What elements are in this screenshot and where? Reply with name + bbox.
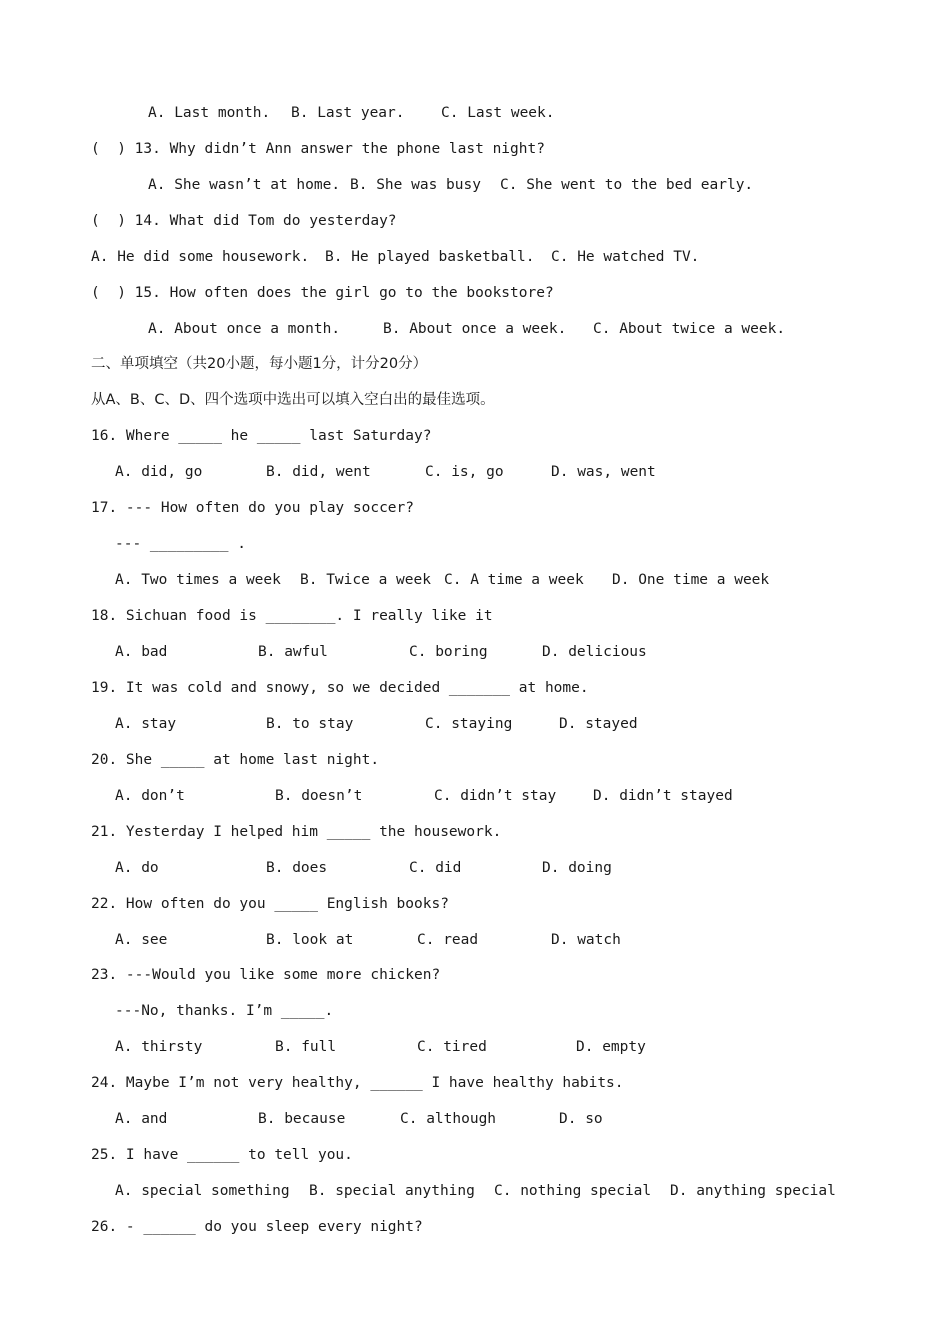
option-c: C. did	[409, 860, 462, 876]
option-d: D. doing	[542, 860, 612, 876]
option-b: B. She was busy	[350, 177, 481, 193]
option-a: A. He did some housework.	[91, 249, 310, 265]
option-a: A. thirsty	[115, 1039, 203, 1055]
question-24-stem: 24. Maybe I’m not very healthy, ______ I have healthy habits.	[91, 1075, 624, 1091]
option-d: D. anything special	[670, 1183, 836, 1199]
option-c: C. nothing special	[494, 1183, 652, 1199]
section-2-instruction: 从A、B、C、D、四个选项中选出可以填入空白出的最佳选项。	[91, 392, 495, 408]
option-d: D. stayed	[559, 716, 638, 732]
option-a: A. don’t	[115, 788, 185, 804]
option-b: B. to stay	[266, 716, 354, 732]
option-a: A. Last month.	[148, 105, 271, 121]
option-c: C. He watched TV.	[551, 249, 700, 265]
option-b: B. About once a week.	[383, 321, 567, 337]
option-b: B. because	[258, 1111, 346, 1127]
option-b: B. did, went	[266, 464, 371, 480]
option-a: A. About once a month.	[148, 321, 341, 337]
question-22-stem: 22. How often do you _____ English books?	[91, 896, 449, 912]
question-25-stem: 25. I have ______ to tell you.	[91, 1147, 353, 1163]
option-a: A. stay	[115, 716, 177, 732]
option-c: C. although	[400, 1111, 497, 1127]
question-14-stem: ( ) 14. What did Tom do yesterday?	[91, 213, 397, 229]
option-d: D. was, went	[551, 464, 656, 480]
question-17-answer-line: --- _________ .	[115, 536, 246, 552]
option-a: A. bad	[115, 644, 168, 660]
question-23-answer-line: ---No, thanks. I’m _____.	[115, 1003, 334, 1019]
option-b: B. Last year.	[291, 105, 405, 121]
option-a: A. see	[115, 932, 168, 948]
option-a: A. did, go	[115, 464, 203, 480]
option-b: B. look at	[266, 932, 354, 948]
option-c: C. staying	[425, 716, 513, 732]
option-c: C. tired	[417, 1039, 487, 1055]
option-b: B. doesn’t	[275, 788, 363, 804]
option-b: B. does	[266, 860, 328, 876]
question-23-stem: 23. ---Would you like some more chicken?	[91, 967, 441, 983]
option-c: C. A time a week	[444, 572, 584, 588]
option-c: C. read	[417, 932, 479, 948]
option-b: B. full	[275, 1039, 337, 1055]
option-b: B. He played basketball.	[325, 249, 535, 265]
question-13-stem: ( ) 13. Why didn’t Ann answer the phone last night?	[91, 141, 545, 157]
option-c: C. boring	[409, 644, 488, 660]
question-19-stem: 19. It was cold and snowy, so we decided _______ at home.	[91, 680, 589, 696]
option-d: D. delicious	[542, 644, 647, 660]
option-a: A. do	[115, 860, 159, 876]
option-d: D. empty	[576, 1039, 646, 1055]
option-b: B. Twice a week	[300, 572, 431, 588]
section-2-heading: 二、单项填空（共20小题，每小题1分，计分20分）	[91, 356, 428, 372]
option-c: C. She went to the bed early.	[500, 177, 754, 193]
option-c: C. About twice a week.	[593, 321, 786, 337]
question-26-stem: 26. - ______ do you sleep every night?	[91, 1219, 423, 1235]
option-c: C. Last week.	[441, 105, 555, 121]
option-c: C. didn’t stay	[434, 788, 557, 804]
question-17-stem: 17. --- How often do you play soccer?	[91, 500, 415, 516]
question-20-stem: 20. She _____ at home last night.	[91, 752, 380, 768]
question-18-stem: 18. Sichuan food is ________. I really like it	[91, 608, 493, 624]
option-a: A. special something	[115, 1183, 290, 1199]
option-d: D. One time a week	[612, 572, 770, 588]
option-c: C. is, go	[425, 464, 504, 480]
option-a: A. She wasn’t at home.	[148, 177, 341, 193]
option-d: D. didn’t stayed	[593, 788, 733, 804]
question-21-stem: 21. Yesterday I helped him _____ the housework.	[91, 824, 502, 840]
option-d: D. so	[559, 1111, 603, 1127]
question-15-stem: ( ) 15. How often does the girl go to the bookstore?	[91, 285, 554, 301]
option-b: B. special anything	[309, 1183, 475, 1199]
question-16-stem: 16. Where _____ he _____ last Saturday?	[91, 428, 432, 444]
option-a: A. Two times a week	[115, 572, 281, 588]
option-a: A. and	[115, 1111, 168, 1127]
option-b: B. awful	[258, 644, 328, 660]
option-d: D. watch	[551, 932, 621, 948]
